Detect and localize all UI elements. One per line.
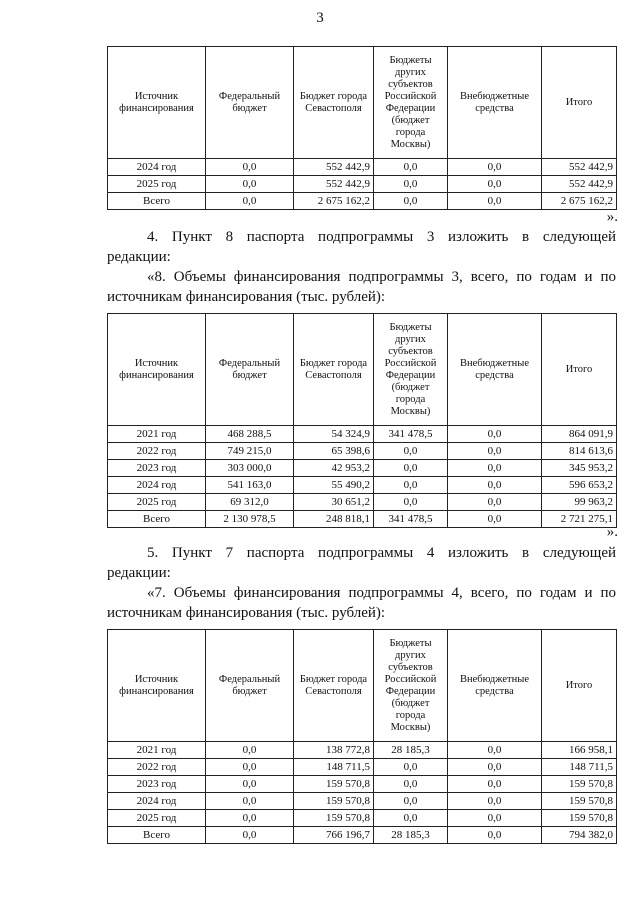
cell-federal: 0,0 bbox=[206, 176, 294, 193]
cell-total: 166 958,1 bbox=[542, 742, 617, 759]
table-row bbox=[108, 494, 617, 511]
cell-other-regions: 341 478,5 bbox=[374, 426, 448, 443]
header-extra-budget: Внебюджетные средства bbox=[448, 314, 542, 426]
cell-extra-budget: 0,0 bbox=[448, 759, 542, 776]
cell-source: 2022 год bbox=[108, 443, 206, 460]
header-other-regions: Бюджеты других субъектов Российской Федерации (бюджет города Москвы) bbox=[374, 314, 448, 426]
header-total: Итого bbox=[542, 630, 617, 742]
financing-table-subprogram-3 bbox=[107, 313, 617, 528]
cell-sevastopol: 552 442,9 bbox=[294, 176, 374, 193]
header-total: Итого bbox=[542, 47, 617, 159]
cell-sevastopol: 54 324,9 bbox=[294, 426, 374, 443]
table-row bbox=[108, 460, 617, 477]
table-row bbox=[108, 443, 617, 460]
cell-extra-budget: 0,0 bbox=[448, 776, 542, 793]
paragraph-5-line-2: редакции: bbox=[107, 565, 171, 581]
cell-other-regions: 28 185,3 bbox=[374, 742, 448, 759]
cell-extra-budget: 0,0 bbox=[448, 460, 542, 477]
cell-extra-budget: 0,0 bbox=[448, 193, 542, 210]
table-row bbox=[108, 742, 617, 759]
cell-extra-budget: 0,0 bbox=[448, 494, 542, 511]
cell-source: 2025 год bbox=[108, 494, 206, 511]
cell-federal: 0,0 bbox=[206, 793, 294, 810]
cell-other-regions: 0,0 bbox=[374, 477, 448, 494]
header-sevastopol: Бюджет города Севастополя bbox=[294, 314, 374, 426]
table-row bbox=[108, 776, 617, 793]
cell-federal: 541 163,0 bbox=[206, 477, 294, 494]
table-row bbox=[108, 193, 617, 210]
cell-federal: 0,0 bbox=[206, 810, 294, 827]
cell-extra-budget: 0,0 bbox=[448, 176, 542, 193]
cell-sevastopol: 65 398,6 bbox=[294, 443, 374, 460]
cell-other-regions: 341 478,5 bbox=[374, 511, 448, 528]
header-other-regions: Бюджеты других субъектов Российской Федерации (бюджет города Москвы) bbox=[374, 630, 448, 742]
cell-extra-budget: 0,0 bbox=[448, 793, 542, 810]
header-other-regions: Бюджеты других субъектов Российской Федерации (бюджет города Москвы) bbox=[374, 47, 448, 159]
cell-total: 159 570,8 bbox=[542, 793, 617, 810]
cell-extra-budget: 0,0 bbox=[448, 426, 542, 443]
cell-other-regions: 0,0 bbox=[374, 793, 448, 810]
cell-sevastopol: 42 953,2 bbox=[294, 460, 374, 477]
cell-federal: 0,0 bbox=[206, 827, 294, 844]
cell-total: 148 711,5 bbox=[542, 759, 617, 776]
cell-total: 99 963,2 bbox=[542, 494, 617, 511]
table-row bbox=[108, 793, 617, 810]
cell-total: 814 613,6 bbox=[542, 443, 617, 460]
cell-other-regions: 0,0 bbox=[374, 759, 448, 776]
cell-federal: 0,0 bbox=[206, 776, 294, 793]
cell-source: 2024 год bbox=[108, 477, 206, 494]
cell-sevastopol: 159 570,8 bbox=[294, 810, 374, 827]
table-row bbox=[108, 176, 617, 193]
header-federal: Федеральный бюджет bbox=[206, 314, 294, 426]
cell-sevastopol: 148 711,5 bbox=[294, 759, 374, 776]
closing-quote: ». bbox=[606, 524, 618, 540]
cell-total: 159 570,8 bbox=[542, 810, 617, 827]
cell-source: Всего bbox=[108, 193, 206, 210]
cell-other-regions: 0,0 bbox=[374, 776, 448, 793]
cell-other-regions: 0,0 bbox=[374, 810, 448, 827]
paragraph-5-line-1: 5. Пункт 7 паспорта подпрограммы 4 изложить в следующей bbox=[147, 545, 616, 561]
cell-federal: 69 312,0 bbox=[206, 494, 294, 511]
cell-sevastopol: 159 570,8 bbox=[294, 776, 374, 793]
paragraph-4-line-2: редакции: bbox=[107, 249, 171, 265]
cell-sevastopol: 159 570,8 bbox=[294, 793, 374, 810]
cell-federal: 0,0 bbox=[206, 742, 294, 759]
header-source: Источник финансирования bbox=[108, 47, 206, 159]
cell-extra-budget: 0,0 bbox=[448, 477, 542, 494]
cell-other-regions: 0,0 bbox=[374, 460, 448, 477]
cell-source: 2023 год bbox=[108, 460, 206, 477]
table-row bbox=[108, 426, 617, 443]
cell-extra-budget: 0,0 bbox=[448, 159, 542, 176]
cell-source: 2025 год bbox=[108, 810, 206, 827]
header-total: Итого bbox=[542, 314, 617, 426]
paragraph-4-line-1: 4. Пункт 8 паспорта подпрограммы 3 изложить в следующей bbox=[147, 229, 616, 245]
closing-quote: ». bbox=[606, 209, 618, 225]
cell-source: 2025 год bbox=[108, 176, 206, 193]
cell-total: 552 442,9 bbox=[542, 159, 617, 176]
table-row bbox=[108, 511, 617, 528]
cell-total: 552 442,9 bbox=[542, 176, 617, 193]
page-number: 3 bbox=[316, 10, 324, 26]
header-federal: Федеральный бюджет bbox=[206, 47, 294, 159]
cell-source: 2023 год bbox=[108, 776, 206, 793]
cell-federal: 468 288,5 bbox=[206, 426, 294, 443]
paragraph-5 bbox=[107, 543, 616, 623]
cell-sevastopol: 55 490,2 bbox=[294, 477, 374, 494]
cell-other-regions: 0,0 bbox=[374, 494, 448, 511]
table-row bbox=[108, 810, 617, 827]
paragraph-5-line-4: источникам финансирования (тыс. рублей): bbox=[107, 605, 386, 621]
paragraph-4 bbox=[107, 227, 616, 307]
header-sevastopol: Бюджет города Севастополя bbox=[294, 630, 374, 742]
cell-other-regions: 0,0 bbox=[374, 176, 448, 193]
header-source: Источник финансирования bbox=[108, 314, 206, 426]
cell-source: 2024 год bbox=[108, 793, 206, 810]
cell-other-regions: 0,0 bbox=[374, 443, 448, 460]
cell-total: 159 570,8 bbox=[542, 776, 617, 793]
cell-federal: 2 130 978,5 bbox=[206, 511, 294, 528]
header-federal: Федеральный бюджет bbox=[206, 630, 294, 742]
cell-source: 2021 год bbox=[108, 426, 206, 443]
cell-source: 2022 год bbox=[108, 759, 206, 776]
cell-source: 2024 год bbox=[108, 159, 206, 176]
cell-extra-budget: 0,0 bbox=[448, 810, 542, 827]
cell-total: 345 953,2 bbox=[542, 460, 617, 477]
table-header-row bbox=[108, 314, 617, 426]
table-row bbox=[108, 159, 617, 176]
cell-sevastopol: 766 196,7 bbox=[294, 827, 374, 844]
paragraph-4-line-3: «8. Объемы финансирования подпрограммы 3, всего, по годам и по bbox=[147, 269, 616, 285]
cell-federal: 303 000,0 bbox=[206, 460, 294, 477]
cell-extra-budget: 0,0 bbox=[448, 742, 542, 759]
table-row bbox=[108, 827, 617, 844]
cell-total: 794 382,0 bbox=[542, 827, 617, 844]
paragraph-4-line-4: источникам финансирования (тыс. рублей): bbox=[107, 289, 386, 305]
header-sevastopol: Бюджет города Севастополя bbox=[294, 47, 374, 159]
cell-sevastopol: 248 818,1 bbox=[294, 511, 374, 528]
cell-other-regions: 28 185,3 bbox=[374, 827, 448, 844]
cell-total: 2 675 162,2 bbox=[542, 193, 617, 210]
header-extra-budget: Внебюджетные средства bbox=[448, 630, 542, 742]
cell-source: Всего bbox=[108, 827, 206, 844]
cell-extra-budget: 0,0 bbox=[448, 827, 542, 844]
table-header-row bbox=[108, 630, 617, 742]
cell-extra-budget: 0,0 bbox=[448, 443, 542, 460]
cell-sevastopol: 30 651,2 bbox=[294, 494, 374, 511]
cell-source: 2021 год bbox=[108, 742, 206, 759]
table-row bbox=[108, 759, 617, 776]
cell-other-regions: 0,0 bbox=[374, 193, 448, 210]
cell-total: 596 653,2 bbox=[542, 477, 617, 494]
cell-sevastopol: 138 772,8 bbox=[294, 742, 374, 759]
cell-total: 2 721 275,1 bbox=[542, 511, 617, 528]
cell-source: Всего bbox=[108, 511, 206, 528]
table-header-row bbox=[108, 47, 617, 159]
cell-other-regions: 0,0 bbox=[374, 159, 448, 176]
cell-sevastopol: 2 675 162,2 bbox=[294, 193, 374, 210]
financing-table-subprogram-4 bbox=[107, 629, 617, 844]
financing-table-subprogram-2 bbox=[107, 46, 617, 210]
cell-federal: 0,0 bbox=[206, 159, 294, 176]
cell-federal: 749 215,0 bbox=[206, 443, 294, 460]
paragraph-5-line-3: «7. Объемы финансирования подпрограммы 4, всего, по годам и по bbox=[147, 585, 616, 601]
table-row bbox=[108, 477, 617, 494]
cell-federal: 0,0 bbox=[206, 759, 294, 776]
header-extra-budget: Внебюджетные средства bbox=[448, 47, 542, 159]
cell-total: 864 091,9 bbox=[542, 426, 617, 443]
cell-extra-budget: 0,0 bbox=[448, 511, 542, 528]
cell-federal: 0,0 bbox=[206, 193, 294, 210]
header-source: Источник финансирования bbox=[108, 630, 206, 742]
cell-sevastopol: 552 442,9 bbox=[294, 159, 374, 176]
